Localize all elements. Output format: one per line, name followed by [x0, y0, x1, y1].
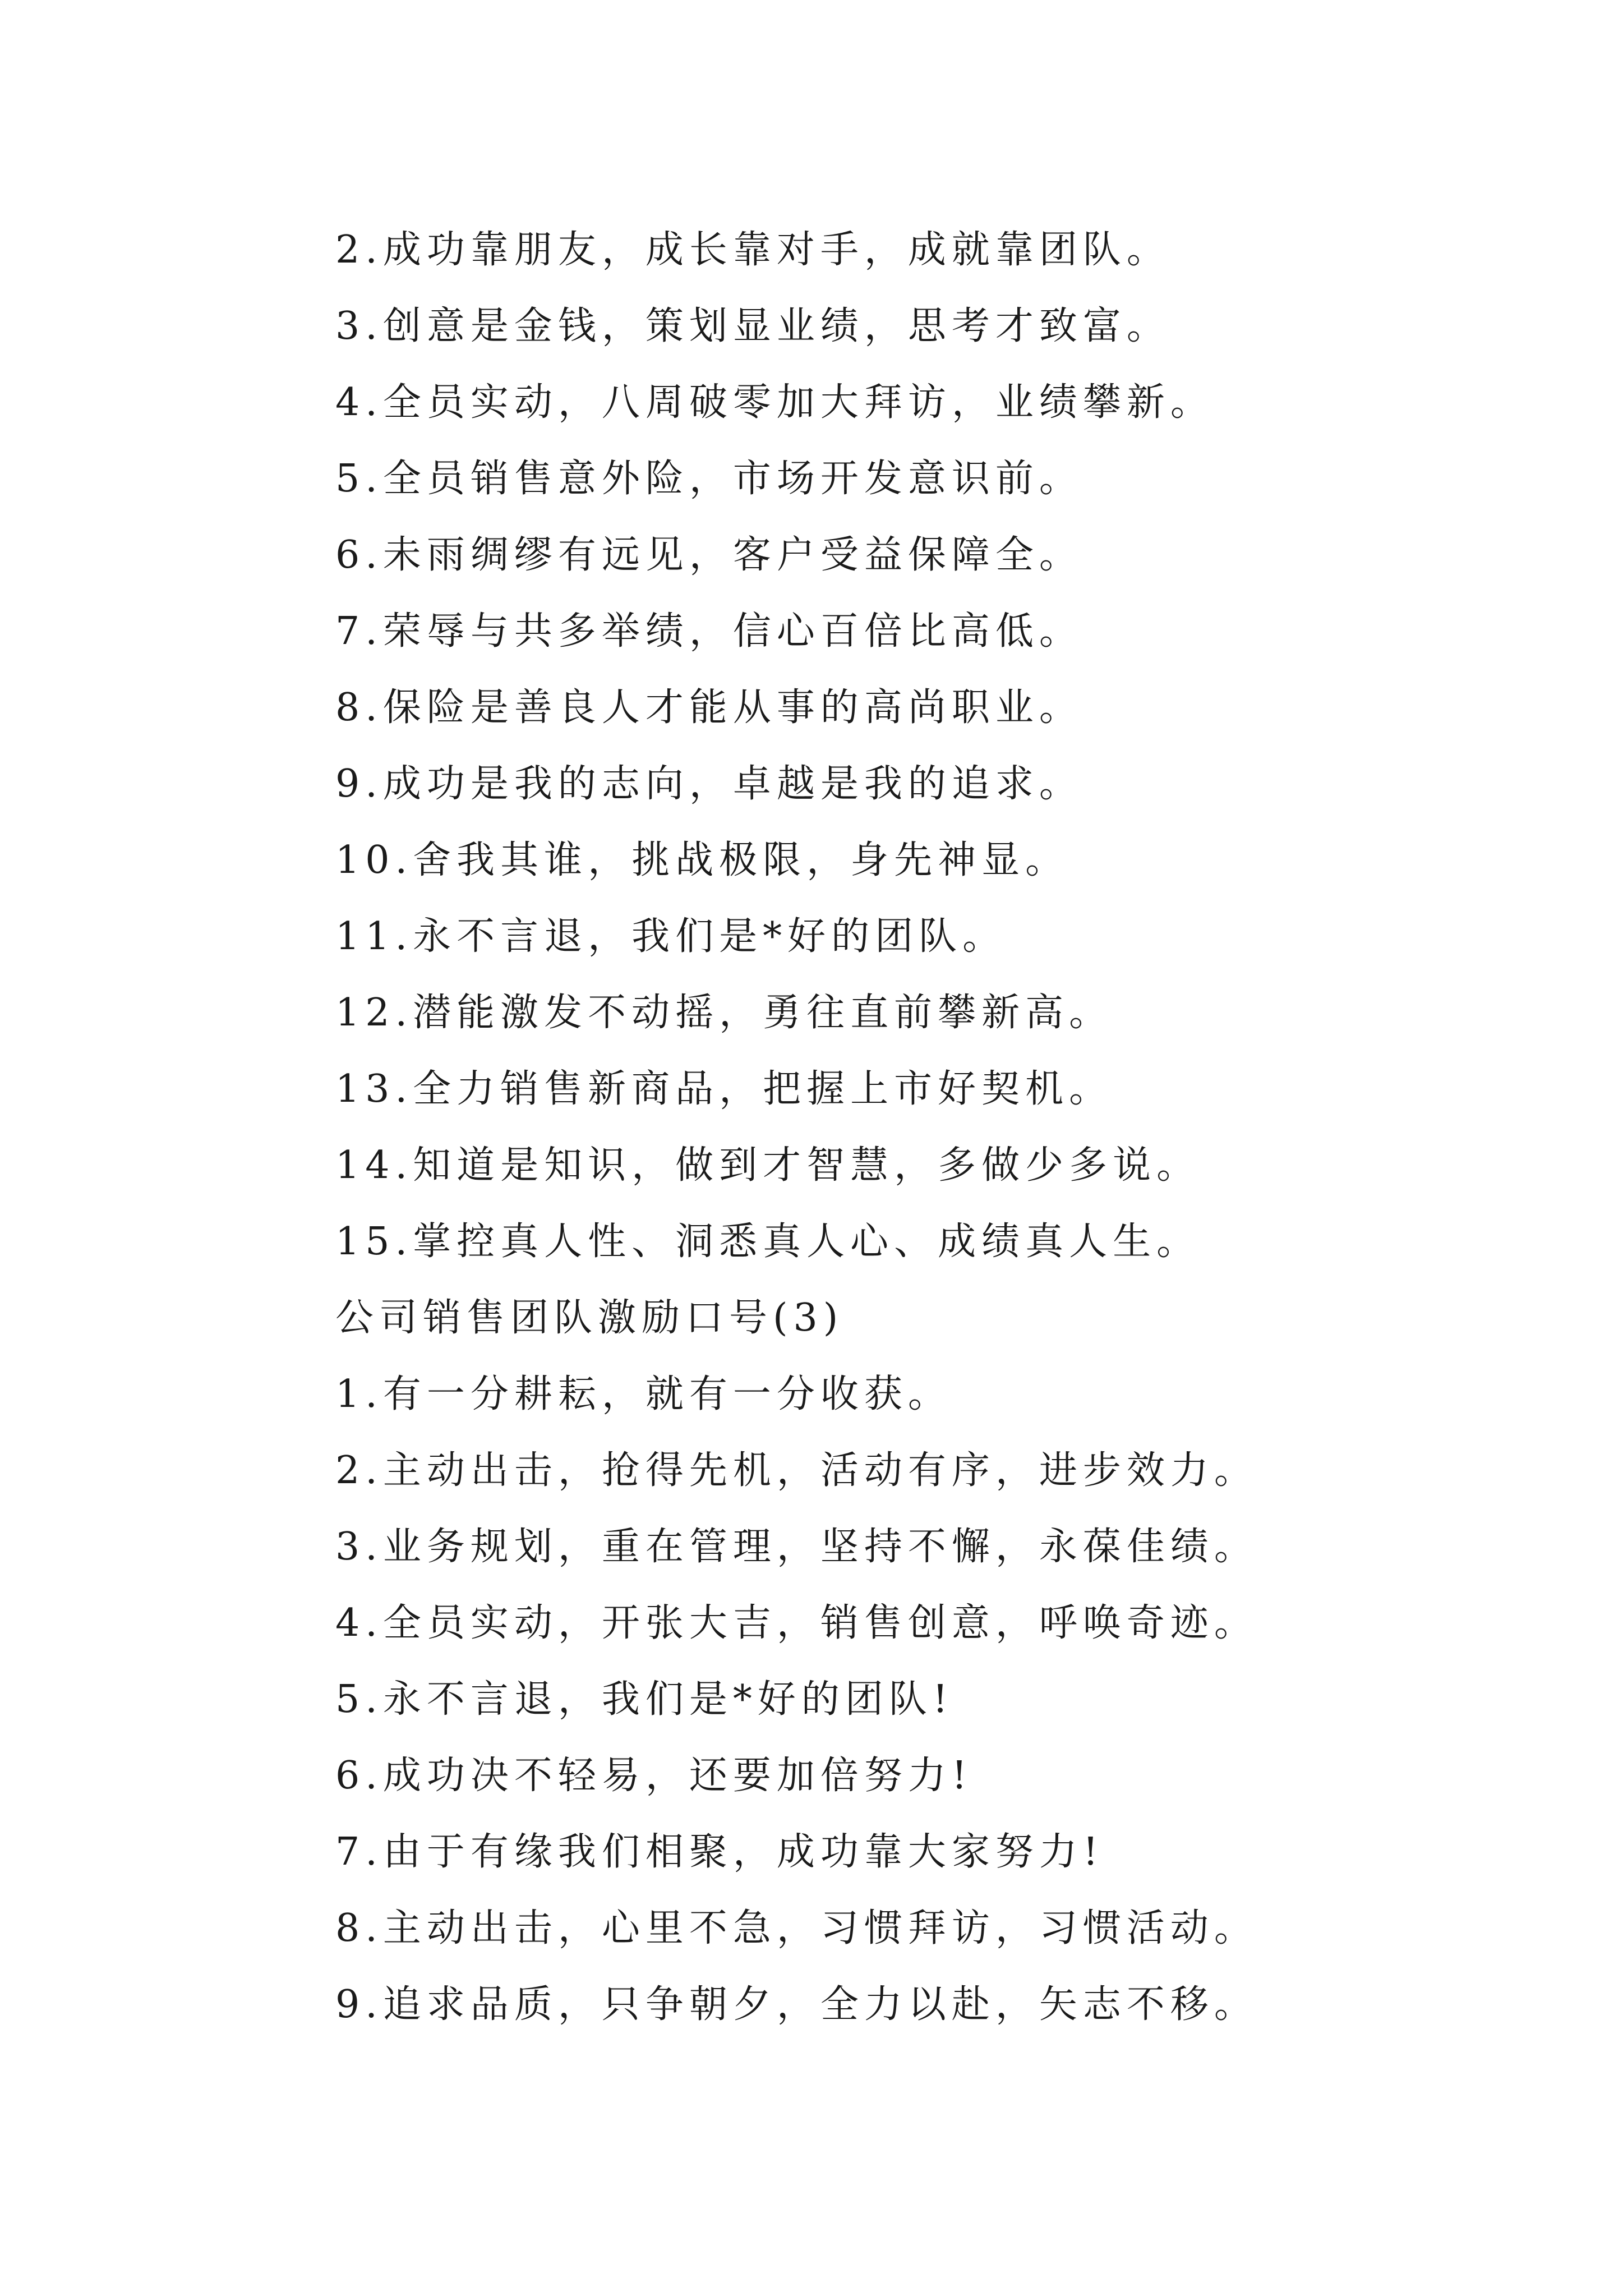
slogan-line: 2.成功靠朋友，成长靠对手，成就靠团队。 [335, 228, 1170, 272]
slogan-line: 8.保险是善良人才能从事的高尚职业。 [335, 685, 1083, 730]
slogan-line: 13.全力销售新商品，把握上市好契机。 [335, 1067, 1113, 1111]
slogan-line: 4.全员实动，开张大吉，销售创意，呼唤奇迹。 [335, 1601, 1258, 1645]
slogan-line: 15.掌控真人性、洞悉真人心、成绩真人生。 [335, 1220, 1201, 1264]
slogan-line: 9.追求品质，只争朝夕，全力以赴，矢志不移。 [335, 1982, 1258, 2027]
slogan-line: 3.创意是金钱，策划显业绩，思考才致富。 [335, 304, 1170, 348]
slogan-line: 11.永不言退，我们是*好的团队。 [335, 914, 1007, 959]
slogan-line: 2.主动出击，抢得先机，活动有序，进步效力。 [335, 1448, 1258, 1493]
slogan-line: 14.知道是知识，做到才智慧，多做少多说。 [335, 1143, 1201, 1188]
slogan-line: 4.全员实动，八周破零加大拜访，业绩攀新。 [335, 380, 1214, 425]
slogan-line: 1.有一分耕耘，就有一分收获。 [335, 1372, 952, 1416]
slogan-line: 7.由于有缘我们相聚，成功靠大家努力! [335, 1830, 1104, 1874]
document-body [335, 212, 1569, 2043]
section-heading: 公司销售团队激励口号(3) [335, 1296, 844, 1340]
slogan-line: 3.业务规划，重在管理，坚持不懈，永葆佳绩。 [335, 1525, 1258, 1569]
slogan-line: 5.永不言退，我们是*好的团队! [335, 1677, 954, 1722]
slogan-line: 6.成功决不轻易，还要加倍努力! [335, 1754, 973, 1798]
slogan-line: 7.荣辱与共多举绩，信心百倍比高低。 [335, 609, 1083, 654]
slogan-line: 5.全员销售意外险，市场开发意识前。 [335, 457, 1083, 501]
slogan-line: 9.成功是我的志向，卓越是我的追求。 [335, 762, 1083, 806]
slogan-line: 12.潜能激发不动摇，勇往直前攀新高。 [335, 991, 1113, 1035]
slogan-line: 6.未雨绸缪有远见，客户受益保障全。 [335, 533, 1083, 577]
slogan-line: 8.主动出击，心里不急，习惯拜访，习惯活动。 [335, 1906, 1258, 1950]
slogan-line: 10.舍我其谁，挑战极限，身先神显。 [335, 838, 1069, 882]
